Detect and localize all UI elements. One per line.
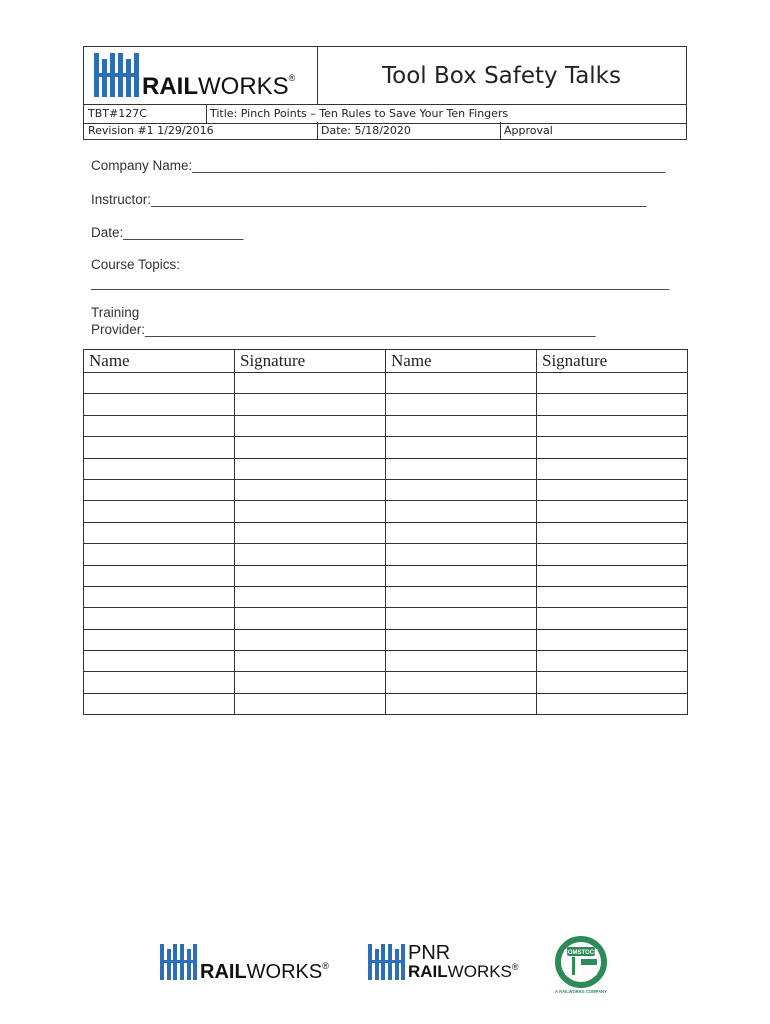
- name-cell[interactable]: [386, 629, 537, 650]
- signature-cell[interactable]: [235, 629, 386, 650]
- footer-pnr-railworks-logo: [368, 942, 518, 982]
- signature-cell[interactable]: [235, 565, 386, 586]
- name-cell[interactable]: [84, 394, 235, 415]
- table-row: [84, 672, 688, 693]
- table-row: [84, 544, 688, 565]
- footer-railworks-logo: [160, 944, 330, 982]
- signature-cell[interactable]: [235, 608, 386, 629]
- name-cell[interactable]: [386, 693, 537, 714]
- name-cell[interactable]: [386, 479, 537, 500]
- name-cell[interactable]: [386, 586, 537, 607]
- header-name-1: Name: [84, 350, 235, 373]
- signature-cell[interactable]: [537, 501, 688, 522]
- signature-cell[interactable]: [235, 479, 386, 500]
- training-provider-label: Training: [91, 305, 140, 320]
- table-row: [84, 437, 688, 458]
- name-cell[interactable]: [386, 544, 537, 565]
- signature-cell[interactable]: [235, 415, 386, 436]
- table-row: [84, 629, 688, 650]
- signin-body: [84, 373, 688, 715]
- name-cell[interactable]: [386, 394, 537, 415]
- signature-cell[interactable]: [537, 522, 688, 543]
- header-signature-2: Signature: [537, 350, 688, 373]
- name-cell[interactable]: [84, 629, 235, 650]
- instructor-field[interactable]: Instructor:__________________________________________________________________: [91, 192, 647, 207]
- name-cell[interactable]: [84, 586, 235, 607]
- name-cell[interactable]: [84, 651, 235, 672]
- revision: Revision #1 1/29/2016: [88, 124, 214, 137]
- name-cell[interactable]: [386, 501, 537, 522]
- name-cell[interactable]: [84, 373, 235, 394]
- signin-table: [83, 349, 688, 715]
- name-cell[interactable]: [386, 373, 537, 394]
- name-cell[interactable]: [386, 458, 537, 479]
- signature-cell[interactable]: [537, 544, 688, 565]
- signature-cell[interactable]: [235, 586, 386, 607]
- name-cell[interactable]: [386, 522, 537, 543]
- training-provider-field[interactable]: Provider:____________________________________________________________: [91, 322, 596, 337]
- header-name-2: Name: [386, 350, 537, 373]
- signature-cell[interactable]: [235, 458, 386, 479]
- page-title: Tool Box Safety Talks: [382, 62, 621, 89]
- signature-cell[interactable]: [537, 479, 688, 500]
- signature-cell[interactable]: [537, 394, 688, 415]
- name-cell[interactable]: [84, 479, 235, 500]
- name-cell[interactable]: [84, 437, 235, 458]
- course-topics-field[interactable]: _____________________________________________________________________________: [91, 275, 670, 290]
- comstock-caption: A RAILWORKS COMPANY: [555, 989, 607, 994]
- table-row: [84, 394, 688, 415]
- table-row: [84, 565, 688, 586]
- header-row-2: [84, 122, 686, 140]
- table-row: [84, 608, 688, 629]
- name-cell[interactable]: [84, 565, 235, 586]
- table-row: [84, 501, 688, 522]
- table-row: [84, 693, 688, 714]
- signature-cell[interactable]: [235, 501, 386, 522]
- name-cell[interactable]: [84, 415, 235, 436]
- name-cell[interactable]: [84, 693, 235, 714]
- header-signature-1: Signature: [235, 350, 386, 373]
- table-row: [84, 651, 688, 672]
- name-cell[interactable]: [386, 651, 537, 672]
- table-row: [84, 373, 688, 394]
- company-name-field[interactable]: Company Name:_______________________________________________________________: [91, 158, 666, 173]
- talk-title: Title: Pinch Points – Ten Rules to Save Your Ten Fingers: [210, 107, 509, 120]
- signature-cell[interactable]: [537, 565, 688, 586]
- railworks-logo-text: RAILWORKS®: [408, 962, 519, 981]
- name-cell[interactable]: [84, 544, 235, 565]
- signature-cell[interactable]: [235, 651, 386, 672]
- railworks-logo-mark: [160, 944, 200, 980]
- signature-cell[interactable]: [537, 629, 688, 650]
- signature-cell[interactable]: [235, 373, 386, 394]
- table-row: [84, 586, 688, 607]
- name-cell[interactable]: [84, 501, 235, 522]
- signature-cell[interactable]: [537, 373, 688, 394]
- railworks-logo-text: RAILWORKS®: [200, 961, 329, 983]
- signature-cell[interactable]: [235, 693, 386, 714]
- pnr-text: PNR: [408, 942, 451, 964]
- name-cell[interactable]: [386, 608, 537, 629]
- comstock-logo: [545, 935, 617, 995]
- name-cell[interactable]: [84, 522, 235, 543]
- railworks-logo-mark: [368, 944, 408, 980]
- name-cell[interactable]: [84, 458, 235, 479]
- name-cell[interactable]: [84, 608, 235, 629]
- comstock-ring-text: COMSTOCK: [563, 950, 599, 956]
- signature-cell[interactable]: [537, 437, 688, 458]
- name-cell[interactable]: [386, 415, 537, 436]
- railworks-logo-mark: [94, 53, 144, 97]
- logo-cell: [84, 47, 318, 104]
- signature-cell[interactable]: [537, 651, 688, 672]
- signature-cell[interactable]: [235, 394, 386, 415]
- signature-cell[interactable]: [537, 608, 688, 629]
- table-row: [84, 522, 688, 543]
- signature-cell[interactable]: [235, 544, 386, 565]
- table-row: [84, 458, 688, 479]
- signature-cell[interactable]: [235, 437, 386, 458]
- header-table: [83, 46, 687, 140]
- approval: Approval: [504, 124, 553, 137]
- signature-cell[interactable]: [235, 522, 386, 543]
- name-cell[interactable]: [386, 437, 537, 458]
- course-topics-label: Course Topics:: [91, 257, 181, 272]
- signature-cell[interactable]: [235, 672, 386, 693]
- header-row-1: [84, 104, 686, 124]
- name-cell[interactable]: [386, 672, 537, 693]
- table-row: [84, 479, 688, 500]
- date: Date: 5/18/2020: [321, 124, 411, 137]
- signin-header-row: [84, 350, 688, 373]
- signature-cell[interactable]: [537, 458, 688, 479]
- signature-cell[interactable]: [537, 672, 688, 693]
- signature-cell[interactable]: [537, 415, 688, 436]
- name-cell[interactable]: [84, 672, 235, 693]
- name-cell[interactable]: [386, 565, 537, 586]
- signature-cell[interactable]: [537, 586, 688, 607]
- signature-cell[interactable]: [537, 693, 688, 714]
- date-field[interactable]: Date:________________: [91, 225, 244, 240]
- table-row: [84, 415, 688, 436]
- tbt-number: TBT#127C: [88, 107, 147, 120]
- railworks-logo-text: RAILWORKS®: [142, 73, 296, 100]
